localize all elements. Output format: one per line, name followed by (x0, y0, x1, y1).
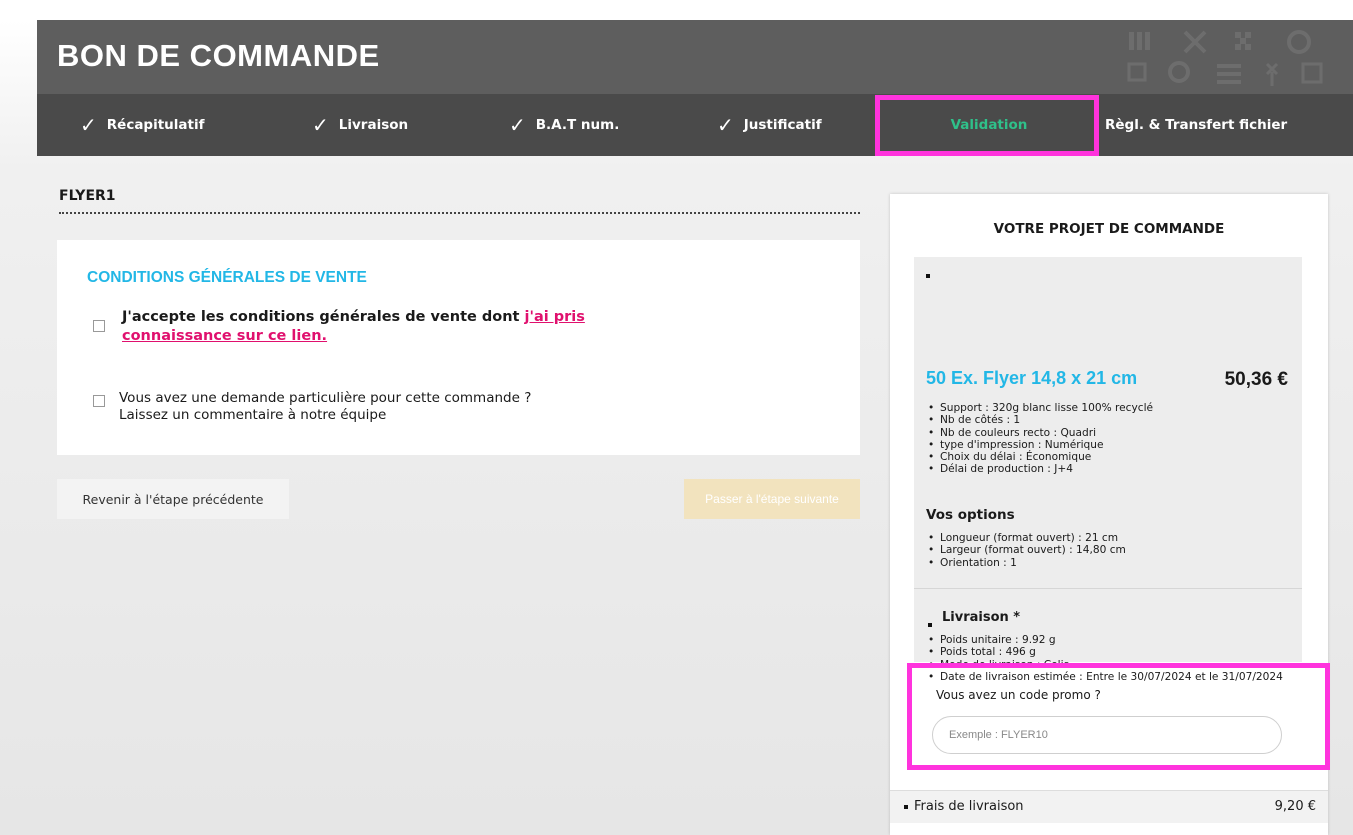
special-request-checkbox[interactable] (93, 395, 105, 407)
spec-item: • Choix du délai : Économique (926, 451, 1298, 463)
livraison-item: • Mode de livraison : Colis (926, 659, 1302, 671)
step-reglement-transfert[interactable] (1105, 94, 1287, 156)
step-label: Validation (950, 117, 1028, 133)
summary-heading: VOTRE PROJET DE COMMANDE (993, 221, 1225, 237)
product-title: FLYER1 (59, 188, 116, 204)
livraison-item: • Poids unitaire : 9.92 g (926, 634, 1302, 646)
spec-item: • type d'impression : Numérique (926, 439, 1298, 451)
check-icon: ✓ (80, 113, 97, 137)
spec-item: • Délai de production : J+4 (926, 463, 1298, 475)
livraison-item: • Date de livraison estimée : Entre le 30/07/2024 et le 31/07/2024 (926, 671, 1302, 683)
step-validation[interactable] (880, 94, 1098, 156)
order-item (914, 257, 1302, 683)
livraison-item: • Poids total : 496 g (926, 646, 1302, 658)
shipping-fees-value: 9,20 € (1274, 799, 1316, 814)
option-item: • Longueur (format ouvert) : 21 cm (926, 532, 1298, 544)
options-heading: Vos options (926, 507, 1015, 523)
option-item: • Orientation : 1 (926, 557, 1298, 569)
promo-code-input[interactable] (932, 716, 1282, 754)
step-label: Justificatif (743, 117, 822, 133)
spec-item: • Nb de couleurs recto : Quadri (926, 427, 1298, 439)
spec-item: • Nb de côtés : 1 (926, 414, 1298, 426)
option-item: • Largeur (format ouvert) : 14,80 cm (926, 544, 1298, 556)
accept-terms-checkbox[interactable] (93, 320, 105, 332)
terms-link[interactable]: j'ai pris connaissance sur ce lien. (122, 309, 585, 344)
check-icon: ✓ (717, 113, 734, 137)
item-price: 50,36 € (1224, 369, 1288, 390)
app-header (37, 20, 1353, 94)
divider (59, 212, 860, 214)
step-label: Règl. & Transfert fichier (1105, 117, 1288, 133)
spec-list (926, 402, 1298, 476)
special-request-label (119, 390, 531, 424)
accept-terms-text: J'accepte les conditions générales de vente dont (122, 309, 525, 325)
step-label: B.A.T num. (535, 117, 620, 133)
livraison-list (926, 634, 1302, 683)
promo-label: Vous avez un code promo ? (936, 688, 1101, 702)
conditions-heading: CONDITIONS GÉNÉRALES DE VENTE (87, 269, 367, 286)
order-summary-panel (890, 194, 1328, 835)
accept-terms-label (122, 308, 682, 346)
conditions-card (57, 240, 860, 455)
special-request-line1: Vous avez une demande particulière pour cette commande ? (119, 390, 532, 406)
bullet-icon (926, 274, 930, 278)
pattern-icon (1127, 28, 1337, 88)
livraison-heading: Livraison * (942, 610, 1021, 625)
bullet-icon (904, 805, 908, 809)
page-title: BON DE COMMANDE (57, 38, 380, 73)
item-title: 50 Ex. Flyer 14,8 x 21 cm (926, 368, 1138, 388)
step-recapitulatif[interactable] (80, 94, 204, 156)
step-justificatif[interactable] (717, 94, 822, 156)
options-list (926, 532, 1298, 569)
shipping-fees-row (890, 790, 1328, 823)
steps-bar (37, 94, 1353, 156)
previous-step-button[interactable]: Revenir à l'étape précédente (57, 479, 289, 519)
shipping-fees-label: Frais de livraison (914, 799, 1024, 814)
special-request-line2: Laissez un commentaire à notre équipe (119, 407, 387, 423)
bullet-icon (928, 623, 932, 627)
step-label: Récapitulatif (106, 117, 205, 133)
step-bat-num[interactable] (509, 94, 619, 156)
spec-item: • Support : 320g blanc lisse 100% recyclé (926, 402, 1298, 414)
check-icon: ✓ (509, 113, 526, 137)
step-label: Livraison (338, 117, 409, 133)
step-livraison[interactable] (312, 94, 408, 156)
check-icon: ✓ (312, 113, 329, 137)
divider (914, 588, 1302, 589)
next-step-button[interactable]: Passer à l'étape suivante (684, 479, 860, 519)
